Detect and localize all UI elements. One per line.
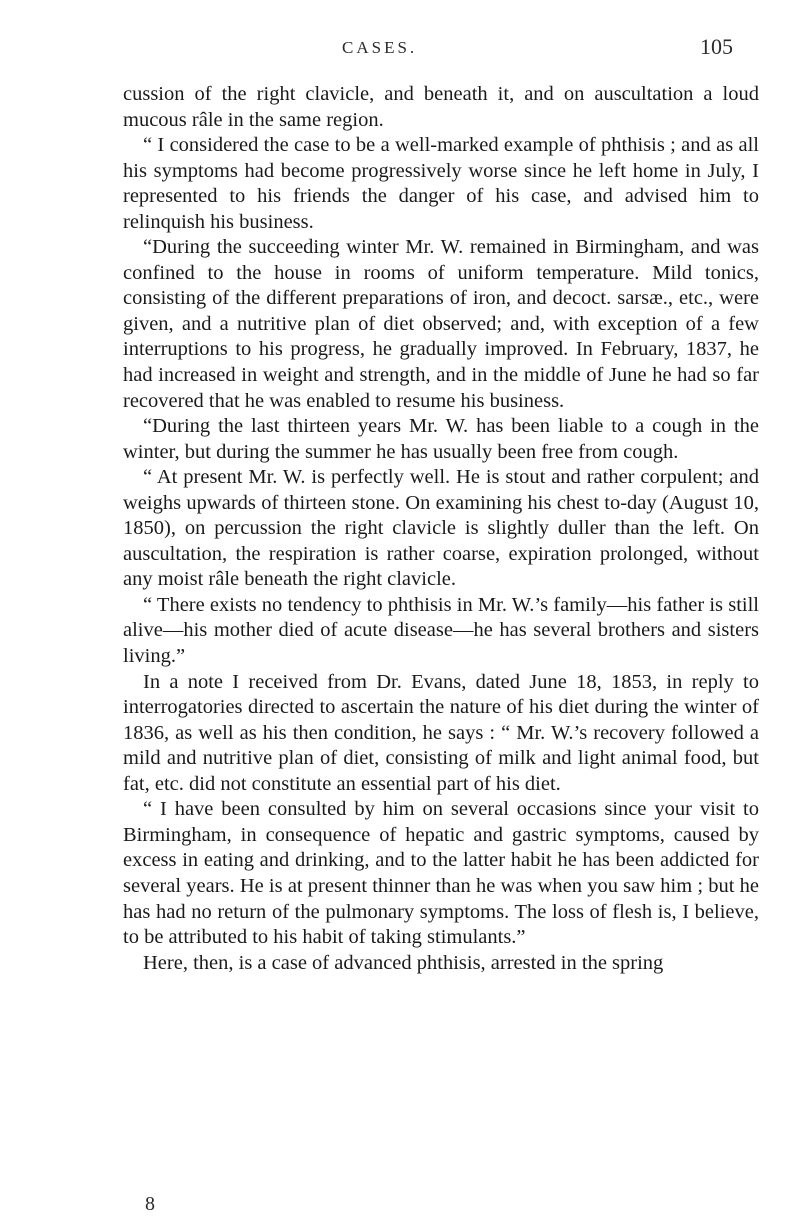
paragraph-2: “ I considered the case to be a well-marked example of phthisis ; and as all his symptoms had become progressively worse since he left home in July, I represented to his friends the danger of his case, and advised him to relinquish his business.: [123, 134, 759, 233]
paragraph-3: “During the succeeding winter Mr. W. remained in Birmingham, and was confined to the house in rooms of uniform temperature. Mild tonics, consisting of the different preparations of iron, and decoct. sarsæ., etc., were given, and a nutritive plan of diet observed; and, with exception of a few interruptions to his progress, he gradually improved. In February, 1837, he had increased in weight and strength, and in the middle of June he had so far recovered that he was enabled to resume his business.: [123, 236, 759, 412]
paragraph-6: “ There exists no tendency to phthisis in Mr. W.’s family—his father is still alive—his mother died of acute disease—he has several brothers and sisters living.”: [123, 593, 759, 668]
signature-mark: 8: [145, 1193, 155, 1215]
paragraph-4: “During the last thirteen years Mr. W. has been liable to a cough in the winter, but during the summer he has usually been free from cough.: [123, 415, 759, 463]
paragraph-9: Here, then, is a case of advanced phthisis, arrested in the spring: [143, 951, 664, 974]
paragraph-1: cussion of the right clavicle, and beneath it, and on auscultation a loud mucous râle in the same region.: [123, 83, 759, 131]
paragraph-7: In a note I received from Dr. Evans, dated June 18, 1853, in reply to interrogatories directed to ascertain the nature of his diet during the winter of 1836, as well as his then condition, he says : “ Mr. W.’s recovery followed a mild and nutritive plan of diet, consisting of milk and light animal food, but fat, etc. did not constitute an essential part of his diet.: [123, 670, 759, 795]
body-text: [123, 82, 759, 976]
paragraph-8: “ I have been consulted by him on several occasions since your visit to Birmingham, in consequence of hepatic and gastric symptoms, caused by excess in eating and drinking, and to the latter habit he has been addicted for several years. He is at present thinner than he was when you saw him ; but he has had no return of the pulmonary symptoms. The loss of flesh is, I believe, to be attributed to his habit of taking stimulants.”: [123, 798, 759, 949]
paragraph-5: “ At present Mr. W. is perfectly well. He is stout and rather corpulent; and weighs upwards of thirteen stone. On examining his chest to-day (August 10, 1850), on percussion the right clavicle is slightly duller than the left. On auscultation, the respiration is rather coarse, expiration prolonged, without any moist râle beneath the right clavicle.: [123, 466, 759, 591]
running-head: [0, 34, 800, 68]
page-number: 105: [700, 34, 733, 59]
running-title: CASES.: [342, 38, 418, 57]
